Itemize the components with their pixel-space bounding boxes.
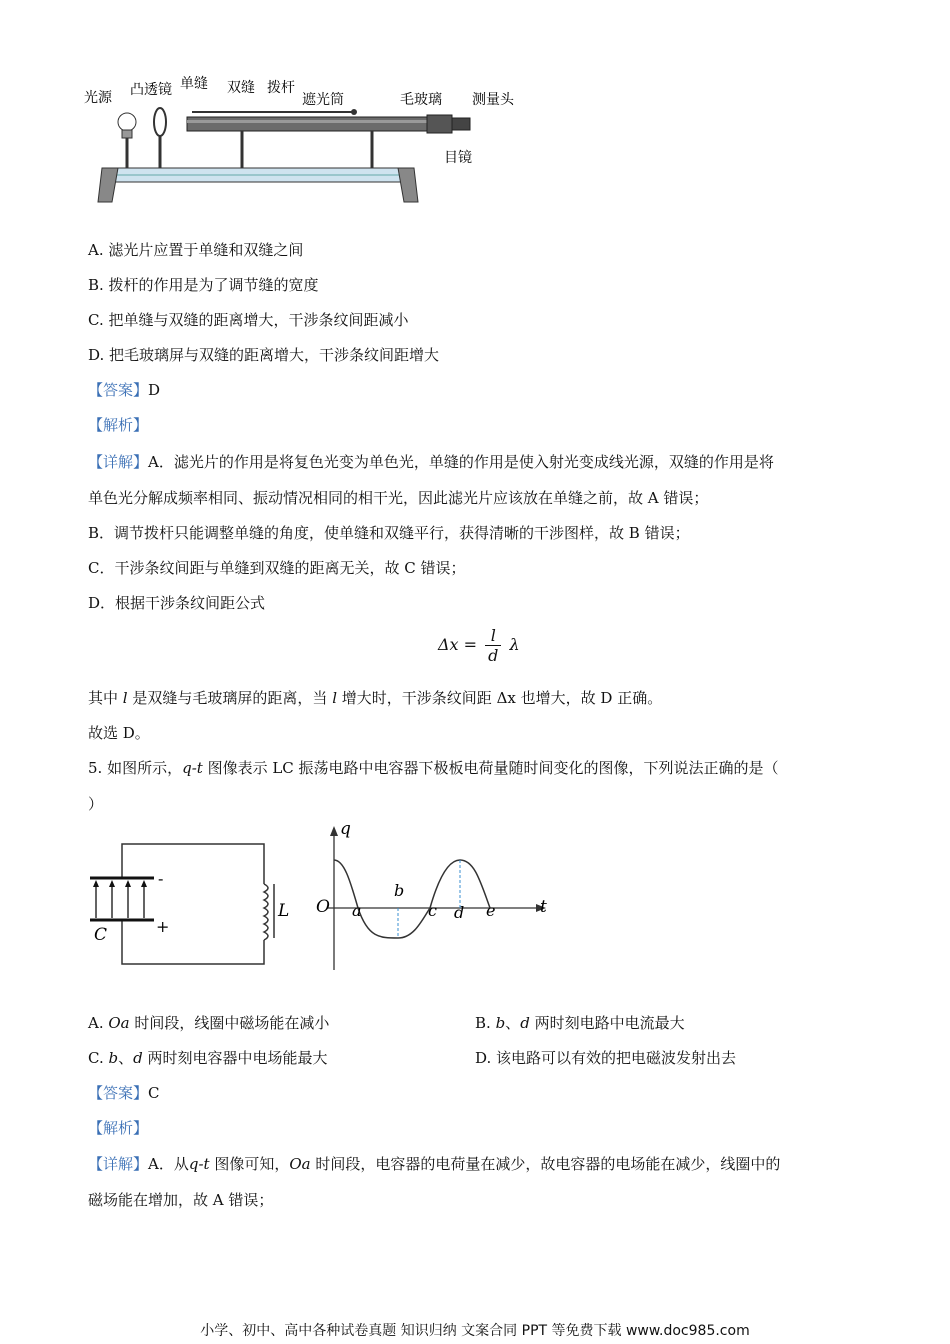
- label-l: L: [278, 901, 290, 921]
- q4-detail-6: [88, 688, 662, 708]
- detail-tag: 【详解】: [88, 1155, 149, 1173]
- axis-q: q: [340, 819, 351, 839]
- q4-option-d: D. 把毛玻璃屏与双缝的距离增大，干涉条纹间距增大: [88, 346, 440, 364]
- formula-numerator: l: [485, 626, 501, 646]
- var-l: l: [122, 689, 128, 707]
- var: b: [108, 1049, 119, 1067]
- q5-option-a: [88, 1013, 329, 1033]
- var: b: [495, 1014, 506, 1032]
- q5-detail-2: 磁场能在增加，故 A 错误；: [88, 1191, 274, 1209]
- text: A.: [88, 1014, 109, 1032]
- interference-apparatus-figure: [82, 72, 514, 212]
- q4-option-a: A. 滤光片应置于单缝和双缝之间: [88, 241, 304, 259]
- origin-o: O: [316, 897, 330, 917]
- point-a: a: [352, 901, 362, 920]
- point-d: d: [454, 903, 465, 922]
- q4-detail-5: D．根据干涉条纹间距公式: [88, 594, 266, 612]
- label-light-shield: 遮光筒: [302, 92, 344, 108]
- q4-detail-2: 单色光分解成频率相同、振动情况相同的相干光，因此滤光片应该放在单缝之前，故 A 错误；: [88, 489, 709, 507]
- var: q-t: [188, 1155, 210, 1173]
- analysis-tag: 【解析】: [88, 416, 149, 434]
- label-single-slit: 单缝: [180, 76, 208, 92]
- var: d: [133, 1049, 143, 1067]
- q5-stem-close: ）: [88, 795, 104, 813]
- text: 两时刻电容器中电场能最大: [142, 1049, 328, 1067]
- q4-detail-4: C．干涉条纹间距与单缝到双缝的距离无关，故 C 错误；: [88, 559, 466, 577]
- lc-circuit-and-qt-graph: [82, 820, 562, 980]
- axis-t: t: [540, 897, 547, 917]
- page-footer: 小学、初中、高中各种试卷真题 知识归纳 文案合同 PPT 等免费下载 www.doc985.com: [200, 1323, 750, 1339]
- q5-answer: [88, 1083, 160, 1103]
- var: d: [520, 1014, 530, 1032]
- text: C.: [88, 1049, 109, 1067]
- q4-detail-1: [88, 452, 774, 472]
- point-e: e: [486, 901, 496, 920]
- text: 、: [118, 1049, 134, 1067]
- text: 图像表示 LC 振荡电路中电容器下极板电荷量随时间变化的图像，下列说法正确的是（: [207, 759, 779, 777]
- text: 是双缝与毛玻璃屏的距离，当: [132, 689, 328, 707]
- formula-lambda: λ: [509, 635, 520, 654]
- q4-answer: [88, 380, 160, 400]
- q4-option-b: B. 拨杆的作用是为了调节缝的宽度: [88, 276, 319, 294]
- text: 时间段，电容器的电荷量在减少，故电容器的电场能在减少，线圈中的: [315, 1155, 781, 1173]
- answer-tag: 【答案】: [88, 381, 149, 399]
- text: B.: [475, 1014, 496, 1032]
- label-measuring-head: 测量头: [472, 92, 514, 108]
- q4-detail-7: 故选 D。: [88, 724, 150, 742]
- text: 5. 如图所示，: [88, 759, 183, 777]
- answer-value: C: [148, 1084, 160, 1102]
- label-double-slit: 双缝: [227, 80, 255, 96]
- q4-option-c: C. 把单缝与双缝的距离增大，干涉条纹间距减小: [88, 311, 409, 329]
- answer-value: D: [148, 381, 161, 399]
- q5-option-d: D. 该电路可以有效的把电磁波发射出去: [475, 1049, 737, 1067]
- text: 两时刻电路中电流最大: [529, 1014, 685, 1032]
- analysis-tag: 【解析】: [88, 1119, 149, 1137]
- q4-detail-3: B．调节拨杆只能调整单缝的角度，使单缝和双缝平行，获得清晰的干涉图样，故 B 错误；: [88, 524, 690, 542]
- label-minus: -: [158, 869, 164, 888]
- label-light-source: 光源: [84, 90, 112, 106]
- text: 增大时，干涉条纹间距: [341, 689, 492, 707]
- label-lever: 拨杆: [267, 80, 295, 96]
- text: 其中: [88, 689, 119, 707]
- answer-tag: 【答案】: [88, 1084, 149, 1102]
- formula-denominator: d: [488, 646, 499, 665]
- detail-text: A．滤光片的作用是将复色光变为单色光，单缝的作用是使入射光变成线光源，双缝的作用是将: [148, 453, 774, 471]
- text: 图像可知，: [214, 1155, 290, 1173]
- q5-option-b: [475, 1013, 685, 1033]
- var: Oa: [289, 1155, 311, 1173]
- point-b: b: [394, 881, 405, 900]
- var: Oa: [108, 1014, 130, 1032]
- var-l: l: [332, 689, 337, 707]
- label-frosted-glass: 毛玻璃: [400, 92, 442, 108]
- text: A．从: [148, 1155, 189, 1173]
- q4-analysis-tag: [88, 415, 148, 435]
- text: 也增大，故 D 正确。: [520, 689, 663, 707]
- var-dx: Δx: [496, 689, 516, 707]
- q5-stem: [88, 758, 779, 778]
- q5-analysis-tag: [88, 1118, 148, 1138]
- point-c: c: [428, 901, 437, 920]
- label-plus: +: [156, 917, 170, 936]
- label-convex-lens: 凸透镜: [130, 82, 172, 98]
- text: 、: [505, 1014, 521, 1032]
- formula-lhs: Δx =: [438, 635, 478, 654]
- detail-tag: 【详解】: [88, 453, 149, 471]
- label-eyepiece: 目镜: [444, 150, 472, 166]
- q5-detail-1: [88, 1154, 780, 1174]
- label-c: C: [94, 925, 108, 945]
- fringe-spacing-formula: [438, 626, 520, 665]
- q5-option-c: [88, 1048, 328, 1068]
- var-qt: q-t: [182, 759, 203, 777]
- text: 时间段，线圈中磁场能在减小: [129, 1014, 330, 1032]
